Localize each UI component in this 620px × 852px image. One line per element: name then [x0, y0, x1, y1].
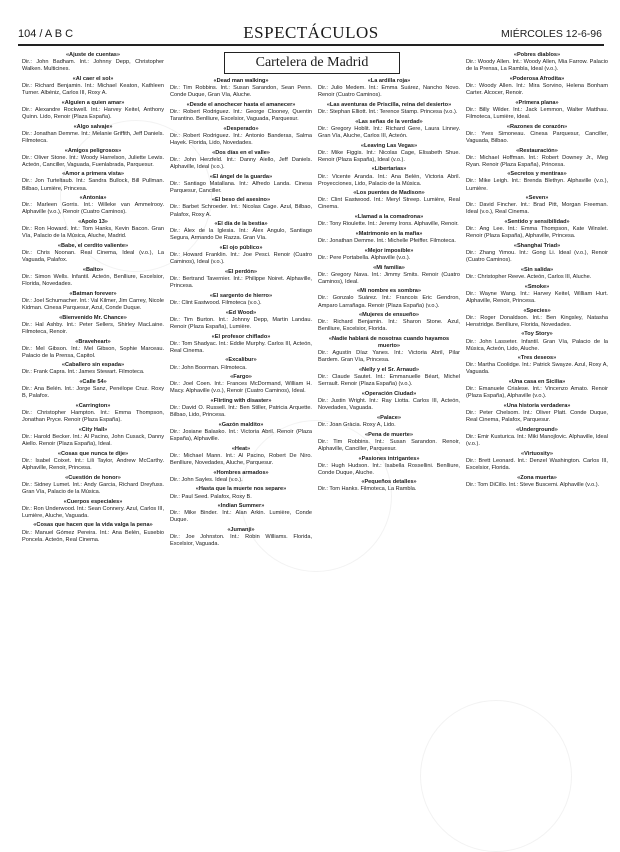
listing-entry [170, 245, 312, 266]
film-title: «Cuestión de honor» [65, 474, 121, 481]
film-title: «El ojo público» [219, 245, 263, 252]
film-title: «Caballero sin espada» [61, 362, 125, 369]
film-credits: Dir.: Joe Johnston. Int.: Robin Williams. Florida, Excelsior, Vaguada. [170, 534, 312, 548]
listing-entry [22, 148, 164, 169]
film-credits: Dir.: John Lasseter. Infantil. Gran Vía, Palacio de la Música, Acteón, Lido, Aluche. [466, 338, 608, 352]
listing-entry [22, 124, 164, 145]
film-credits: Dir.: Marleen Gorris. Int.: Willeke van Ammelrooy. Alphaville (v.o.), Renoir (Cuatro Caminos). [22, 202, 164, 216]
listing-entry [466, 451, 608, 472]
film-credits: Dir.: Martha Coolidge. Int.: Patrick Swayze. Azul, Roxy A, Vaguada. [466, 362, 608, 376]
listing-entry [318, 367, 460, 388]
film-title: «Batman forever» [69, 290, 117, 297]
listing-entry [466, 52, 608, 73]
film-title: «El sargento de hierro» [209, 292, 273, 299]
film-credits: Dir.: Woody Allen. Int.: Woody Allen, Mia Farrow. Palacio de la Prensa, La Rambla, Ideal (v.o.). [466, 59, 608, 73]
film-title: «Palace» [377, 414, 401, 421]
listing-entry [170, 374, 312, 395]
film-title: «Pena de muerte» [365, 431, 413, 438]
film-title: «Leaving Las Vegas» [360, 142, 418, 149]
listing-entry [318, 265, 460, 286]
film-credits: Dir.: Robert Rodriguez. Int.: George Clooney, Quentin Tarantino. Benlliure, Excelsior, Vaguada, Parquesur. [170, 108, 312, 123]
listing-entry [318, 231, 460, 245]
film-title: «Toy Story» [521, 331, 553, 338]
film-title: «Excalibur» [225, 357, 257, 364]
film-credits: Dir.: Billy Wilder. Int.: Jack Lemmon, Walter Matthau. Filmoteca, Lumière, Ideal. [466, 106, 608, 120]
listing-entry [466, 308, 608, 329]
film-credits: Dir.: Gregory Hoblit. Int.: Richard Gere, Laura Linney. Gran Vía, Aluche, Carlos III, Acteón. [318, 125, 460, 139]
film-title: «El perdón» [224, 269, 258, 275]
listing-entry [170, 197, 312, 218]
film-credits: Dir.: Tim Burton. Int.: Johnny Depp, Martin Landau. Renoir (Plaza España), Lumière. [170, 316, 312, 330]
film-title: «Desde el anochecer hasta el amanecer» [186, 101, 296, 108]
listing-entry [318, 190, 460, 211]
listing-entry [466, 100, 608, 121]
film-title: «Una casa en Sicilia» [508, 379, 566, 386]
film-title: «Amor a primera vista» [62, 171, 124, 178]
listing-entry [22, 100, 164, 121]
film-credits: Dir.: Emanuele Crialese. Int.: Vincenzo Amato. Renoir (Plaza España), Alphaville (v.o.). [466, 386, 608, 400]
listing-entry [466, 379, 608, 400]
film-credits: Dir.: Clint Eastwood. Int.: Meryl Streep. Lumière, Real Cinema. [318, 197, 460, 211]
listing-entry [22, 339, 164, 360]
listing-entry [22, 403, 164, 424]
listing-entry [318, 336, 460, 364]
film-credits: Dir.: Pere Portabella. Alphaville (v.o.). [318, 254, 411, 261]
listing-entry [22, 52, 164, 73]
film-credits: Dir.: Joan Gràcia. Roxy A, Lido. [318, 421, 396, 428]
film-credits: Dir.: Christopher Reeve. Acteón, Carlos III, Aluche. [466, 273, 592, 280]
film-credits: Dir.: Hugh Hudson. Int.: Isabella Rossellini. Benlliure, Conde Duque, Aluche. [318, 462, 460, 476]
film-title: «Carrington» [75, 403, 111, 410]
film-title: «Poderosa Afrodita» [509, 75, 565, 82]
listing-entry [466, 403, 608, 424]
listing-entry [318, 214, 460, 228]
film-credits: Dir.: Howard Franklin. Int.: Joe Pesci. Renoir (Cuatro Caminos), Ideal (v.o.). [170, 252, 312, 266]
listing-entry [22, 195, 164, 216]
listing-entry [170, 221, 312, 242]
film-credits: Dir.: Tom Shadyac. Int.: Eddie Murphy. Carlos III, Acteón, Real Cinema. [170, 340, 312, 354]
film-title: «Dead man walking» [213, 78, 269, 84]
listing-entry [22, 499, 164, 520]
listing-entry [466, 284, 608, 305]
listing-entry [170, 78, 312, 99]
film-title: «Secretos y mentiras» [507, 171, 567, 178]
listing-entry [318, 312, 460, 333]
film-title: «Pasiones intrigantes» [358, 455, 420, 462]
film-credits: Dir.: Tim Robbins. Int.: Susan Sarandon. Renoir, Alphaville, Canciller, Parquesur. [318, 438, 460, 452]
film-credits: Dir.: Brett Leonard. Int.: Denzel Washington. Carlos III, Excelsior, Florida. [466, 457, 608, 471]
film-title: «Smoke» [524, 283, 550, 290]
film-title: «Matrimonio en la mafia» [355, 230, 423, 237]
listing-entry [466, 219, 608, 240]
listing-entry [318, 415, 460, 429]
film-credits: Dir.: Zhang Yimou. Int.: Gong Li. Ideal (v.o.), Renoir (Cuatro Caminos). [466, 250, 608, 264]
listing-entry [318, 288, 460, 309]
film-credits: Dir.: Stephan Elliott. Int.: Terence Stamp. Princesa (v.o.). [318, 108, 458, 115]
listing-entry [22, 291, 164, 312]
film-title: «Jumanji» [227, 527, 255, 534]
film-credits: Dir.: John Sayles. Ideal (v.o.). [170, 476, 243, 483]
film-title: «Dos días en el valle» [212, 149, 270, 156]
film-title: «Cosas que hacen que la vida valga la pena» [33, 522, 153, 529]
film-credits: Dir.: Barbet Schroeder. Int.: Nicolas Cage. Azul, Bilbao, Palafox, Roxy A. [170, 204, 312, 218]
listing-entry [22, 171, 164, 192]
film-credits: Dir.: Joel Coen. Int.: Frances McDormand, William H. Macy. Alphaville (v.o.), Renoir (Cuatro Caminos), Ideal. [170, 381, 312, 395]
film-title: «Ajuste de cuentas» [65, 52, 121, 58]
film-title: «Nadie hablará de nosotras cuando hayamos muerto» [328, 336, 450, 350]
film-title: «Sentido y sensibilidad» [504, 219, 570, 226]
listing-entry [170, 310, 312, 331]
listing-entry [170, 422, 312, 443]
listing-entry [170, 357, 312, 371]
listing-entry [170, 398, 312, 419]
film-title: «Hasta que la muerte nos separe» [195, 486, 287, 493]
listing-entry [466, 76, 608, 97]
film-credits: Dir.: John Badham. Int.: Johnny Depp, Christopher Walken. Multicines. [22, 59, 164, 73]
film-credits: Dir.: Woody Allen. Int.: Mira Sorvino, Helena Bonham Carter. Alcocer, Renoir. [466, 82, 608, 97]
film-title: «Llamad a la comadrona» [354, 214, 424, 221]
film-credits: Dir.: Frank Capra. Int.: James Stewart. Filmoteca. [22, 369, 145, 376]
listing-entry [318, 391, 460, 412]
film-credits: Dir.: Manuel Gómez Pereira. Int.: Ana Belén, Eusebio Poncela. Acteón, Real Cinema. [22, 529, 164, 543]
film-title: «Heat» [231, 445, 251, 452]
listing-entry [318, 456, 460, 477]
film-credits: Dir.: Simon Wells. Infantil. Acteón, Benlliure, Excelsior, Florida, Novedades. [22, 273, 164, 288]
listing-entry [466, 267, 608, 281]
film-credits: Dir.: Wayne Wang. Int.: Harvey Keitel, William Hurt. Alphaville, Renoir, Princesa. [466, 290, 608, 304]
film-title: «Cosas que nunca te dije» [57, 450, 129, 457]
film-title: «La ardilla roja» [367, 78, 411, 84]
film-title: «Las señas de la verdad» [355, 118, 423, 125]
listing-entry [466, 427, 608, 448]
listing-entry [170, 486, 312, 500]
film-title: «Flirting with disaster» [210, 398, 272, 405]
film-title: «Calle 54» [79, 379, 107, 386]
film-credits: Dir.: Paul Seed. Palafox, Roxy B. [170, 493, 252, 500]
film-title: «Pequeños detalles» [361, 479, 417, 486]
film-credits: Dir.: Harold Becker. Int.: Al Pacino, John Cusack, Danny Aiello. Renoir (Plaza España), Ideal. [22, 434, 164, 448]
listing-entry [318, 432, 460, 453]
listings-banner: Cartelera de Madrid [224, 52, 400, 74]
film-credits: Dir.: Vicente Aranda. Int.: Ana Belén, Victoria Abril. Proyecciones, Lido, Palacio de la Música. [318, 173, 460, 187]
film-credits: Dir.: Chris Noonan. Real Cinema, Ideal (v.o.), La Vaguada, Palafox. [22, 250, 164, 264]
listing-entry [170, 527, 312, 548]
film-credits: Dir.: Justin Wright. Int.: Ray Liotta. Carlos III, Acteón, Novedades, Vaguada. [318, 398, 460, 412]
film-credits: Dir.: Hal Ashby. Int.: Peter Sellers, Shirley MacLaine. Filmoteca, Renoir. [22, 321, 164, 335]
listing-entry [318, 119, 460, 140]
film-title: «Alguien a quien amar» [61, 99, 125, 106]
listing-entry [170, 102, 312, 123]
film-credits: Dir.: Santiago Matallana. Int.: Alfredo Landa. Cinesa Parquesur, Canciller. [170, 180, 312, 194]
film-credits: Dir.: Isabel Coixet. Int.: Lili Taylor, Andrew McCarthy. Alphaville, Renoir, Princesa. [22, 457, 164, 471]
issue-date: MIÉRCOLES 12-6-96 [501, 28, 602, 40]
listing-entry [318, 248, 460, 262]
listing-entry [22, 315, 164, 336]
film-title: «Virtuosity» [521, 450, 553, 457]
listings-column-4 [466, 52, 608, 834]
film-title: «Fargo» [230, 374, 252, 381]
film-credits: Dir.: Jon Turteltaub. Int.: Sandra Bullock, Bill Pullman. Bilbao, Lumière, Princesa. [22, 178, 164, 192]
listing-entry [22, 76, 164, 97]
film-title: «Balto» [82, 266, 104, 273]
film-credits: Dir.: Clint Eastwood. Filmoteca (v.o.). [170, 299, 262, 306]
film-credits: Dir.: Mike Binder. Int.: Alan Arkin. Lumière, Conde Duque. [170, 510, 312, 524]
film-title: «Restauración» [516, 147, 558, 154]
film-title: «Mi nombre es sombra» [356, 288, 422, 295]
film-credits: Dir.: Michael Hoffman. Int.: Robert Downey Jr., Meg Ryan. Renoir (Plaza España), Princesa. [466, 154, 608, 168]
film-title: «Tres deseos» [517, 355, 557, 362]
film-title: «Babe, el cerdito valiente» [57, 243, 129, 249]
listing-entry [466, 171, 608, 192]
listing-entry [466, 148, 608, 169]
film-credits: Dir.: Tony Rioulette. Int.: Jeremy Irons. Alphaville, Renoir. [318, 221, 459, 228]
listing-entry [466, 124, 608, 145]
film-title: «Braveheart» [75, 338, 111, 345]
film-title: «Mejor imposible» [364, 247, 414, 254]
film-credits: Dir.: David O. Russell. Int.: Ben Stiller, Patricia Arquette. Bilbao, Lido, Princesa. [170, 405, 312, 419]
listing-entry [318, 479, 460, 493]
film-credits: Dir.: Richard Benjamin. Int.: Sharon Stone. Azul, Benlliure, Excelsior, Florida. [318, 319, 460, 333]
film-credits: Dir.: Gonzalo Suárez. Int.: Francois Eric Gendron, Amparo Larrañaga. Renoir (Plaza España) (v.o.). [318, 295, 460, 309]
listing-entry [466, 331, 608, 352]
listing-entry [318, 143, 460, 164]
film-credits: Dir.: Tom Hanks. Filmoteca, La Rambla. [318, 486, 417, 493]
film-credits: Dir.: John Boorman. Filmoteca. [170, 364, 247, 371]
film-title: «Primera plana» [515, 99, 559, 106]
listing-entry [170, 150, 312, 171]
page-number: 104 / A B C [18, 28, 74, 40]
film-credits: Dir.: Mike Leigh. Int.: Brenda Blethyn. Alphaville (v.o.), Lumière. [466, 178, 608, 192]
film-title: «Bienvenido Mr. Chance» [59, 314, 127, 321]
film-title: «Una historia verdadera» [503, 403, 571, 410]
film-credits: Dir.: Ana Belén. Int.: Jorge Sanz, Penélope Cruz. Roxy B, Palafox. [22, 386, 164, 400]
film-credits: Dir.: Josiane Balasko. Int.: Victoria Abril. Renoir (Plaza España), Alphaville. [170, 429, 312, 443]
film-title: «El beso del asesino» [211, 197, 271, 204]
film-title: «El día de la bestia» [214, 221, 268, 228]
film-title: «El profesor chiflado» [211, 333, 271, 340]
film-credits: Dir.: Robert Rodriguez. Int.: Antonio Banderas, Salma Hayek. Florida, Lido, Novedades. [170, 132, 312, 146]
film-credits: Dir.: Sidney Lumet. Int.: Andy Garcia, Richard Dreyfuss. Gran Vía, Palacio de la Música. [22, 481, 164, 495]
film-credits: Dir.: David Fincher. Int.: Brad Pitt, Morgan Freeman. Ideal (v.o.), Real Cinema. [466, 202, 608, 216]
film-credits: Dir.: Jonathan Demme. Int.: Michelle Pfeiffer. Filmoteca. [318, 238, 456, 245]
film-title: «Underground» [516, 426, 558, 433]
listing-entry [22, 522, 164, 543]
film-title: «Antonia» [79, 195, 107, 202]
film-title: «Razones de corazón» [506, 123, 568, 130]
film-title: «Pobres diablos» [513, 52, 561, 58]
film-title: «Mi familia» [373, 264, 405, 271]
film-title: «City Hall» [78, 426, 108, 433]
listing-entry [466, 195, 608, 216]
film-credits: Dir.: Mel Gibson. Int.: Mel Gibson, Sophie Marceau. Palacio de la Prensa, Capitol. [22, 345, 164, 359]
film-credits: Dir.: Tim Robbins. Int.: Susan Sarandon, Sean Penn. Conde Duque, Gran Vía, Aluche. [170, 85, 312, 99]
film-credits: Dir.: Emir Kusturica. Int.: Miki Manojlovic. Alphaville, Ideal (v.o.). [466, 434, 608, 448]
section-title: ESPECTÁCULOS [243, 23, 379, 42]
film-title: «Desperado» [223, 125, 259, 132]
film-title: «Libertarias» [371, 166, 407, 173]
film-credits: Dir.: Ron Underwood. Int.: Sean Connery. Azul, Carlos III, Lumière, Aluche, Vaguada. [22, 505, 164, 519]
film-title: «Shanghai Triad» [513, 243, 561, 249]
film-credits: Dir.: Bertrand Tavernier. Int.: Philippe Noiret. Alphaville, Princesa. [170, 276, 312, 290]
listing-entry [22, 267, 164, 288]
listings-column-2 [170, 78, 312, 834]
listing-entry [170, 334, 312, 355]
film-credits: Dir.: Jonathan Demme. Int.: Melanie Griffith, Jeff Daniels. Filmoteca. [22, 130, 164, 144]
listing-entry [22, 427, 164, 448]
film-credits: Dir.: Richard Benjamin. Int.: Michael Keaton, Kathleen Turner. Albéniz, Carlos III, Roxy A. [22, 82, 164, 97]
film-title: «Amigos peligrosos» [64, 147, 122, 154]
film-credits: Dir.: Alexandre Rockwell. Int.: Harvey Keitel, Anthony Quinn. Lido, Renoir (Plaza España). [22, 106, 164, 120]
film-credits: Dir.: Claude Sautet. Int.: Emmanuelle Béart, Michel Serrault. Renoir (Plaza España) (v.o.). [318, 374, 460, 388]
film-title: «Seven» [525, 195, 549, 202]
film-credits: Dir.: Peter Chelsom. Int.: Oliver Platt. Conde Duque, Real Cinema, Palafox, Parquesur. [466, 410, 608, 424]
listing-entry [170, 293, 312, 307]
listings-column-1 [22, 52, 164, 834]
film-credits: Dir.: Michael Mann. Int.: Al Pacino, Robert De Niro. Benlliure, Novedades, Aluche, Parquesur. [170, 452, 312, 466]
listing-entry [318, 166, 460, 187]
listing-entry [170, 126, 312, 147]
film-credits: Dir.: Christopher Hampton. Int.: Emma Thompson, Jonathan Pryce. Renoir (Plaza España). [22, 410, 164, 424]
film-title: «Los puentes de Madison» [353, 190, 425, 197]
listing-entry [22, 362, 164, 376]
film-credits: Dir.: Álex de la Iglesia. Int.: Álex Angulo, Santiago Segura, Armando De Razza. Gran Vía. [170, 228, 312, 242]
film-title: «Algo salvaje» [73, 123, 113, 130]
listing-entry [22, 451, 164, 472]
listing-entry [170, 269, 312, 290]
film-title: «Zona muerta» [517, 474, 557, 481]
listing-entry [318, 102, 460, 116]
film-title: «Cuerpos especiales» [63, 498, 123, 505]
film-credits: Dir.: Julio Medem. Int.: Emma Suárez, Nancho Novo. Renoir (Cuatro Caminos). [318, 85, 460, 99]
listing-entry [170, 470, 312, 484]
film-title: «Las aventuras de Priscilla, reina del desierto» [326, 101, 452, 108]
film-title: «Nelly y el Sr. Arnaud» [358, 367, 420, 374]
film-title: «El ángel de la guarda» [209, 173, 273, 180]
film-title: «Mujeres de ensueño» [359, 312, 419, 319]
listing-entry [170, 503, 312, 524]
listing-entry [22, 475, 164, 496]
listing-entry [466, 355, 608, 376]
film-title: «Apolo 13» [78, 219, 108, 226]
film-credits: Dir.: Roger Donaldson. Int.: Ben Kingsley, Natasha Henstridge. Benlliure, Florida, Novedades. [466, 314, 608, 328]
film-credits: Dir.: Tom DiCillo. Int.: Steve Buscemi. Alphaville (v.o.). [466, 481, 600, 488]
film-credits: Dir.: Agustín Díaz Yanes. Int.: Victoria Abril, Pilar Bardem. Gran Vía, Princesa. [318, 350, 460, 364]
listing-entry [466, 243, 608, 264]
film-credits: Dir.: John Herzfeld. Int.: Danny Aiello, Jeff Daniels. Alphaville, Ideal (v.o.). [170, 156, 312, 170]
film-title: «Species» [523, 307, 551, 314]
film-title: «Hombres armados» [213, 469, 269, 476]
listing-entry [170, 174, 312, 195]
film-title: «Operación Ciudad» [361, 390, 417, 397]
listing-entry [22, 379, 164, 400]
film-title: «Gazón maldito» [218, 421, 264, 428]
film-credits: Dir.: Yves Simoneau. Cinesa Parquesur, Canciller, Vaguada, Bilbao. [466, 130, 608, 144]
listing-entry [170, 446, 312, 467]
film-title: «Sin salida» [520, 266, 554, 273]
film-title: «Al caer el sol» [72, 75, 114, 82]
film-credits: Dir.: Joel Schumacher. Int.: Val Kilmer, Jim Carrey, Nicole Kidman. Cinesa Parquesur, Azul, Conde Duque. [22, 297, 164, 311]
film-title: «Ed Wood» [225, 309, 257, 316]
listings-column-3 [318, 78, 460, 834]
film-credits: Dir.: Ang Lee. Int.: Emma Thompson, Kate Winslet. Renoir (Plaza España), Alphaville, Princesa. [466, 226, 608, 240]
film-credits: Dir.: Oliver Stone. Int.: Woody Harrelson, Juliette Lewis. Acteón, Canciller, Vaguada, Fuenlabrada, Parquesur. [22, 154, 164, 168]
listing-entry [466, 475, 608, 489]
film-credits: Dir.: Gregory Nava. Int.: Jimmy Smits. Renoir (Cuatro Caminos), Ideal. [318, 271, 460, 285]
listing-entry [22, 243, 164, 264]
film-title: «Indian Summer» [217, 503, 265, 510]
listing-entry [318, 78, 460, 99]
listing-entry [22, 219, 164, 240]
film-credits: Dir.: Mike Figgis. Int.: Nicolas Cage, Elisabeth Shue. Renoir (Plaza España), Ideal (v.o.). [318, 149, 460, 163]
page-header [18, 22, 604, 46]
film-credits: Dir.: Ron Howard. Int.: Tom Hanks, Kevin Bacon. Gran Vía, Palacio de la Música, Aluche, Madrid. [22, 226, 164, 240]
